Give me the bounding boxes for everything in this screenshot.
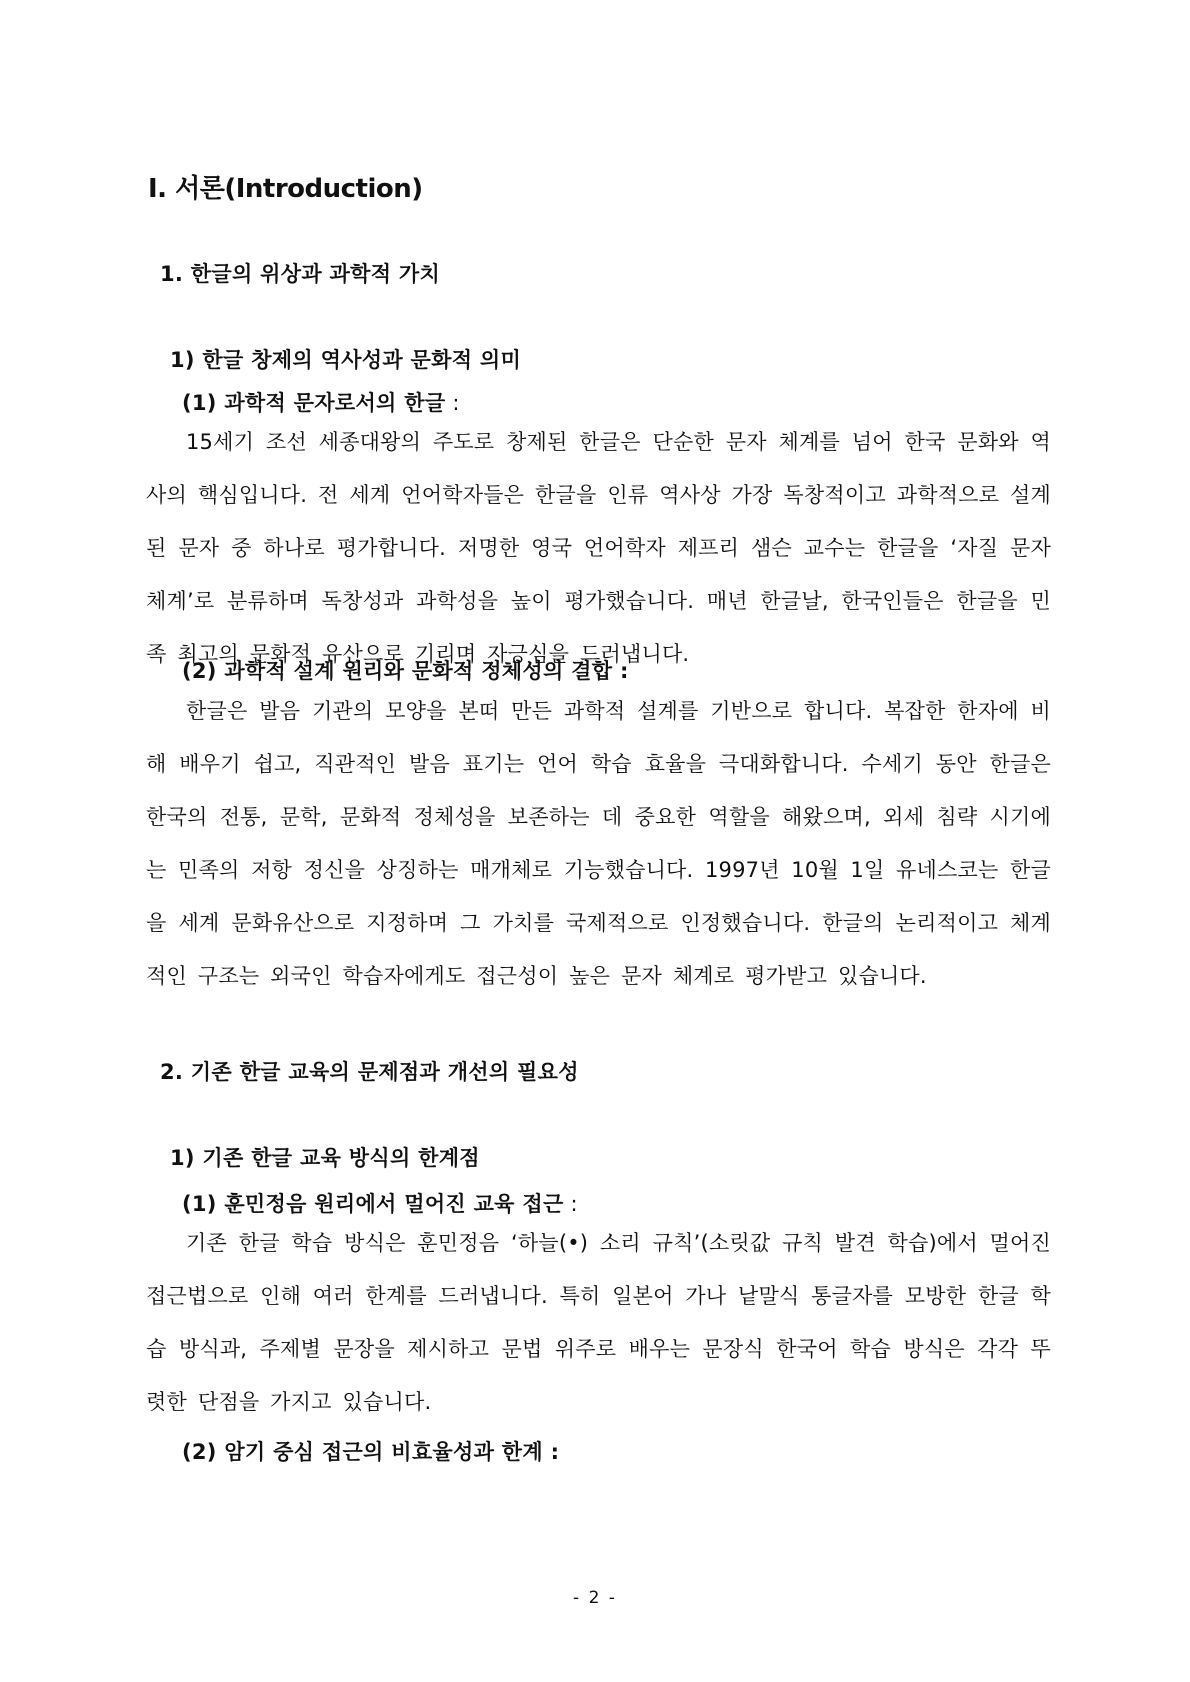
point-title-separator: : xyxy=(445,391,460,415)
point-title-text: (1) 훈민정음 원리에서 멀어진 교육 접근 xyxy=(182,1192,564,1216)
paragraph-1 xyxy=(146,416,1051,681)
point-title-separator: : xyxy=(563,1192,578,1216)
point-title-text: (1) 과학적 문자로서의 한글 xyxy=(182,391,446,415)
item-title-2-1: 1) 기존 한글 교육 방식의 한계점 xyxy=(170,1146,480,1170)
paragraph-3 xyxy=(146,1217,1051,1429)
paragraph-1-text: 15세기 조선 세종대왕의 주도로 창제된 한글은 단순한 문자 체계를 넘어 한국 문화와 역사의 핵심입니다. 전 세계 언어학자들은 한글을 인류 역사상 가장 독창적이고 과학적으로 설계된 문자 중 하나로 평가합니다. 저명한 영국 언어학자 제프리 샘슨 교수는 한글을 ‘자질 문자 체계’로 분류하며 독창성과 과학성을 높이 평가했습니다. 매년 한글날, 한국인들은 한글을 민족 최고의 문화적 유산으로 기리며 자긍심을 드러냅니다. xyxy=(146,430,1051,666)
point-title-2-1-2 xyxy=(182,1436,559,1466)
item-title-1-1: 1) 한글 창제의 역사성과 문화적 의미 xyxy=(170,348,522,372)
subsection-title-1: 1. 한글의 위상과 과학적 가치 xyxy=(160,262,441,286)
paragraph-2-text: 한글은 발음 기관의 모양을 본떠 만든 과학적 설계를 기반으로 합니다. 복잡한 한자에 비해 배우기 쉽고, 직관적인 발음 표기는 언어 학습 효율을 극대화합니다. 수세기 동안 한글은 한국의 전통, 문학, 문화적 정체성을 보존하는 데 중요한 역할을 해왔으며, 외세 침략 시기에는 민족의 저항 정신을 상징하는 매개체로 기능했습니다. 1997년 10월 1일 유네스코는 한글을 세계 문화유산으로 지정하며 그 가치를 국제적으로 인정했습니다. 한글의 논리적이고 체계적인 구조는 외국인 학습자에게도 접근성이 높은 문자 체계로 평가받고 있습니다. xyxy=(146,699,1051,988)
point-title-text: (2) 암기 중심 접근의 비효율성과 한계 : xyxy=(182,1440,560,1464)
section-title: Ⅰ. 서론(Introduction) xyxy=(148,174,423,204)
point-title-2-1-1 xyxy=(182,1188,578,1218)
paragraph-3-text: 기존 한글 학습 방식은 훈민정음 ‘하늘(•) 소리 규칙’(소릿값 규칙 발견 학습)에서 멀어진 접근법으로 인해 여러 한계를 드러냅니다. 특히 일본어 가나 낱말식 통글자를 모방한 한글 학습 방식과, 주제별 문장을 제시하고 문법 위주로 배우는 문장식 한국어 학습 방식은 각각 뚜렷한 단점을 가지고 있습니다. xyxy=(146,1231,1051,1414)
point-title-text: (2) 과학적 설계 원리와 문화적 정체성의 결합 : xyxy=(182,659,629,683)
point-title-1-1-2 xyxy=(182,655,629,685)
subsection-title-2: 2. 기존 한글 교육의 문제점과 개선의 필요성 xyxy=(160,1060,579,1084)
point-title-1-1-1 xyxy=(182,387,460,417)
page-number: - 2 - xyxy=(573,1588,617,1608)
paragraph-2 xyxy=(146,685,1051,1003)
